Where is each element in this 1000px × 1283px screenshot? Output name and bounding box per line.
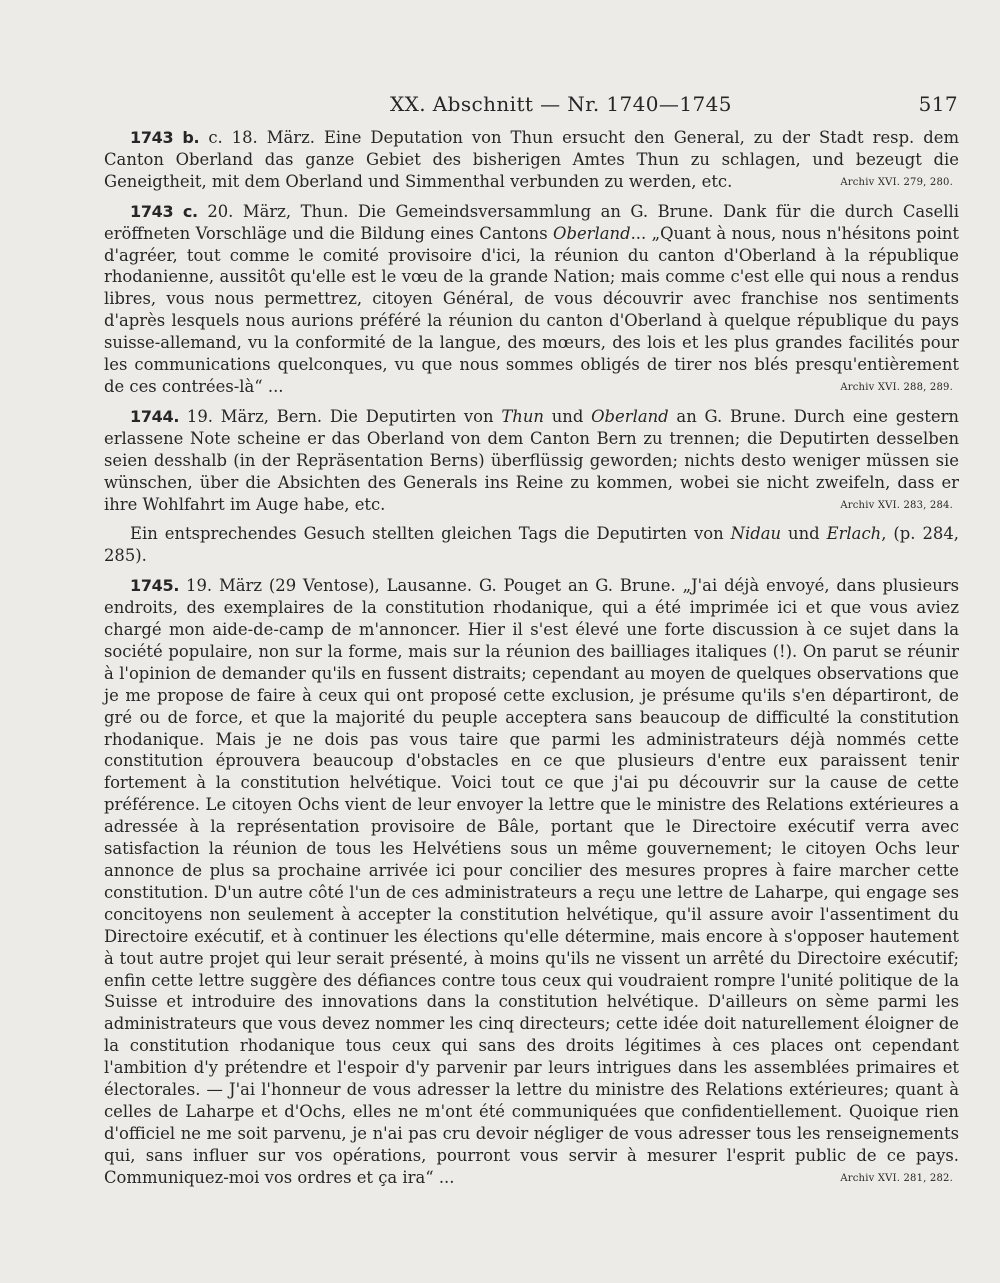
entry-text: 19. März, Bern. Die Deputirten von bbox=[186, 406, 502, 426]
entry-paragraph bbox=[104, 406, 959, 516]
entry-text: an G. Brune. Durch eine gestern erlassene Note scheine er das Oberland von dem Canton Bern zu trennen; die Deputirten desselben seien desshalb (in der Repräsentation Berns) überflüssig geworden; nichts desto weniger müssen sie wünschen, über die Absichten des Generals ins Reine zu kommen, wobei sie nicht zweifeln, dass er ihre Wohlfahrt im Auge habe, etc. bbox=[104, 406, 959, 514]
entry-1744-note bbox=[104, 523, 959, 567]
entry-italic-term: Thun bbox=[501, 406, 544, 426]
section-title: XX. Abschnitt — Nr. 1740—1745 bbox=[390, 92, 732, 116]
note-text: Ein entsprechendes Gesuch stellten gleichen Tags die Deputirten von bbox=[130, 524, 731, 544]
archive-reference: Archiv XVI. 281, 282. bbox=[840, 1172, 953, 1184]
running-header bbox=[0, 92, 1000, 122]
entry-1745 bbox=[104, 575, 959, 1188]
archive-reference: Archiv XVI. 288, 289. bbox=[840, 381, 953, 393]
entry-paragraph bbox=[104, 575, 959, 1188]
note-italic-term: Erlach bbox=[826, 524, 882, 544]
note-text: , (p. 284, 285). bbox=[104, 524, 959, 566]
entry-italic-term: Oberland bbox=[553, 223, 631, 243]
entry-1744 bbox=[104, 406, 959, 516]
page-number: 517 bbox=[918, 92, 958, 116]
entry-text: c. 18. März. Eine Deputation von Thun ersucht den General, zu der Stadt resp. dem Canton Oberland das ganze Gebiet des bisherigen Amtes Thun zu schlagen, und bezeugt die Geneigtheit, mit dem Oberland und Simmenthal verbunden zu werden, etc. bbox=[104, 128, 959, 191]
note-text: und bbox=[781, 524, 827, 544]
note-italic-term: Nidau bbox=[730, 524, 782, 544]
entry-italic-term: Oberland bbox=[591, 406, 669, 426]
entry-number: 1743 b. bbox=[130, 128, 200, 147]
entry-paragraph bbox=[104, 201, 959, 398]
entry-text: 20. März, Thun. Die Gemeindsversammlung an G. Brune. Dank für die durch Caselli eröffneten Vorschläge und die Bildung eines Cantons bbox=[104, 201, 959, 243]
entry-number: 1744. bbox=[130, 406, 180, 426]
entry-number: 1743 c. bbox=[130, 201, 198, 221]
archive-reference: Archiv XVI. 279, 280. bbox=[840, 176, 953, 188]
entry-number: 1745. bbox=[130, 576, 180, 596]
entry-text: 19. März (29 Ventose), Lausanne. G. Pouget an G. Brune. „J'ai déjà envoyé, dans plusieurs endroits, des exemplaires de la constitution rhodanique, qui a été imprimée ici et que vous aviez chargé mon aide-de-camp de m'annoncer. Hier il s'est élevé une forte discussion à ce sujet dans la société populaire, non sur la forme, mais sur la réunion des bailliages italiques (!). On parut se réunir à l'opinion de demander qu'ils en fussent distraits; cependant au moyen de quelques observations que je me propose de faire à ceux qui ont proposé cette exclusion, je présume qu'ils s'en départiront, de gré ou de force, et que la majorité du peuple acceptera sans beaucoup de difficulté la constitution rhodanique. Mais je ne dois pas vous taire que parmi les administrateurs déjà nommés cette constitution éprouvera beaucoup d'obstacles en ce que plusieurs d'entre eux paraissent tenir fortement à la constitution helvétique. Voici tout ce que j'ai pu découvrir sur la cause de cette préférence. Le citoyen Ochs vient de leur envoyer la lettre que le ministre des Relations extérieures a adressée à la représentation provisoire de Bâle, portant que le Directoire exécutif verra avec satisfaction la réunion de tous les Helvétiens sous un même gouvernement; le citoyen Ochs leur annonce de plus sa prochaine arrivée ici pour concilier des mesures propres à faire marcher cette constitution. D'un autre côté l'un de ces administrateurs a reçu une lettre de Laharpe, qui engage ses concitoyens non seulement à accepter la constitution helvétique, qu'il assure avoir l'assentiment du Directoire exécutif, et à continuer les élections qu'elle détermine, mais encore à s'opposer hautement à tout autre projet qui leur serait présenté, à moins qu'ils ne vissent un arrêté du Directoire exécutif; enfin cette lettre suggère des défiances contre tous ceux qui voudraient rompre l'unité politique de la Suisse et introduire des innovations dans la constitution helvétique. D'ailleurs on sème parmi les administrateurs que vous devez nommer les cinq directeurs; cette idée doit naturellement éloigner de la constitution rhodanique tous ceux qui sans des droits légitimes à ces places ont cependant l'ambition d'y prétendre et l'espoir d'y parvenir par leurs intrigues dans les assemblées primaires et électorales. — J'ai l'honneur de vous adresser la lettre du ministre des Relations extérieures; quant à celles de Laharpe et d'Ochs, elles ne m'ont été communiquées que confidentiellement. Quoique rien d'officiel ne me soit parvenu, je n'ai pas cru devoir négliger de vous adresser tous les renseignements qui, sans influer sur vos opérations, pourront vous servir à mesurer l'esprit public de ce pays. Communiquez-moi vos ordres et ça ira“ ... bbox=[104, 576, 959, 1187]
entry-1743b bbox=[104, 127, 959, 193]
entry-text: ... „Quant à nous, nous n'hésitons point d'agréer, tout comme le comité provisoire d'ici, la réunion du canton d'Oberland à la république rhodanienne, aussitôt qu'elle est le vœu de la grande Nation; mais comme c'est elle qui nous a rendus libres, vous nous permettrez, citoyen Général, de vous découvrir avec franchise nos sentiments d'après lesquels nous aurions préféré la réunion du canton d'Oberland à quelque république du pays suisse-allemand, vu la conformité de la langue, des mœurs, des lois et les plus grandes facilités pour les communications quelconques, vu que nous sommes obligés de tirer nos blés presqu'entièrement de ces contrées-là“ ... bbox=[104, 223, 959, 396]
entry-text: und bbox=[543, 406, 592, 426]
entry-1743c bbox=[104, 201, 959, 398]
archive-reference: Archiv XVI. 283, 284. bbox=[840, 499, 953, 511]
entry-paragraph bbox=[104, 127, 959, 193]
page-body bbox=[104, 127, 959, 1197]
